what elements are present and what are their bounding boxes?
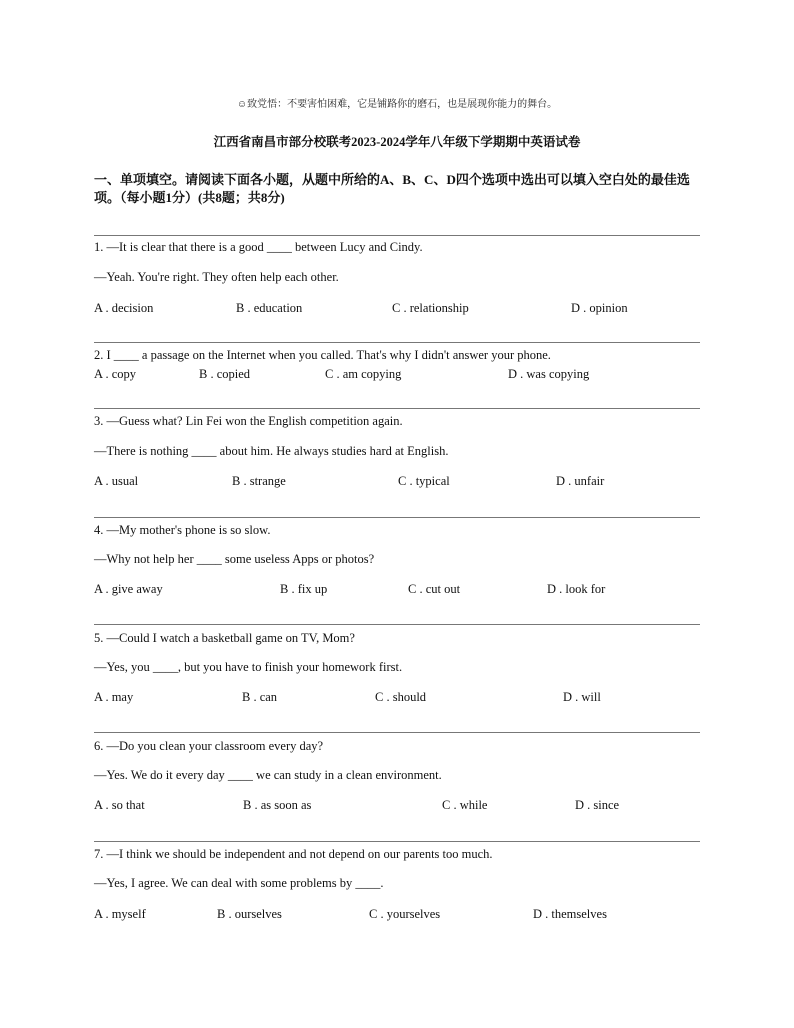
question-7-reply: —Yes, I agree. We can deal with some problems by ____. xyxy=(94,876,384,890)
question-5-option-b[interactable]: B . can xyxy=(242,690,278,704)
question-1-option-a[interactable]: A . decision xyxy=(94,301,154,315)
question-1-reply: —Yeah. You're right. They often help each other. xyxy=(94,270,339,284)
motto-text: ☺致党悟：不要害怕困难，它是铺路你的磨石，也是展现你能力的舞台。 xyxy=(236,99,558,110)
question-6-reply: —Yes. We do it every day ____ we can study in a clean environment. xyxy=(94,768,442,782)
question-5-option-a[interactable]: A . may xyxy=(94,690,134,704)
question-1-stem: 1. —It is clear that there is a good ____ between Lucy and Cindy. xyxy=(94,240,423,254)
question-2-option-a[interactable]: A . copy xyxy=(94,367,137,381)
question-3-option-b[interactable]: B . strange xyxy=(232,474,286,488)
question-6-option-d[interactable]: D . since xyxy=(575,798,620,812)
question-divider xyxy=(94,235,700,236)
question-divider xyxy=(94,732,700,733)
question-6-option-c[interactable]: C . while xyxy=(442,798,488,812)
question-6-option-a[interactable]: A . so that xyxy=(94,798,145,812)
question-4-option-d[interactable]: D . look for xyxy=(547,582,606,596)
section-heading: 一、单项填空。请阅读下面各小题，从题中所给的A、B、C、D四个选项中选出可以填入空白处的最佳选项。（每小题1分）(共8题；共8分) xyxy=(94,172,690,205)
question-3-option-c[interactable]: C . typical xyxy=(398,474,450,488)
question-divider xyxy=(94,841,700,842)
question-4-option-a[interactable]: A . give away xyxy=(94,582,163,596)
question-2-stem: 2. I ____ a passage on the Internet when you called. That's why I didn't answer your phone. xyxy=(94,348,551,362)
question-1-option-c[interactable]: C . relationship xyxy=(392,301,469,315)
question-5-option-d[interactable]: D . will xyxy=(563,690,601,704)
question-3-option-a[interactable]: A . usual xyxy=(94,474,139,488)
question-5-reply: —Yes, you ____, but you have to finish your homework first. xyxy=(94,660,403,674)
question-divider xyxy=(94,408,700,409)
question-5-option-c[interactable]: C . should xyxy=(375,690,427,704)
question-4-reply: —Why not help her ____ some useless Apps or photos? xyxy=(94,552,375,566)
question-7-option-a[interactable]: A . myself xyxy=(94,907,146,921)
exam-title: 江西省南昌市部分校联考2023-2024学年八年级下学期期中英语试卷 xyxy=(213,135,581,149)
question-2-option-b[interactable]: B . copied xyxy=(199,367,251,381)
question-6-stem: 6. —Do you clean your classroom every day? xyxy=(94,739,324,753)
question-4-option-b[interactable]: B . fix up xyxy=(280,582,328,596)
question-divider xyxy=(94,517,700,518)
question-7-option-b[interactable]: B . ourselves xyxy=(217,907,282,921)
question-divider xyxy=(94,342,700,343)
question-divider xyxy=(94,624,700,625)
question-1-option-b[interactable]: B . education xyxy=(236,301,303,315)
question-2-option-d[interactable]: D . was copying xyxy=(508,367,590,381)
question-4-option-c[interactable]: C . cut out xyxy=(408,582,461,596)
question-3-reply: —There is nothing ____ about him. He always studies hard at English. xyxy=(94,444,449,458)
question-3-stem: 3. —Guess what? Lin Fei won the English competition again. xyxy=(94,414,403,428)
question-6-option-b[interactable]: B . as soon as xyxy=(243,798,312,812)
question-7-stem: 7. —I think we should be independent and not depend on our parents too much. xyxy=(94,847,493,861)
question-7-option-c[interactable]: C . yourselves xyxy=(369,907,441,921)
question-1-option-d[interactable]: D . opinion xyxy=(571,301,628,315)
question-3-option-d[interactable]: D . unfair xyxy=(556,474,605,488)
question-2-option-c[interactable]: C . am copying xyxy=(325,367,402,381)
question-4-stem: 4. —My mother's phone is so slow. xyxy=(94,523,271,537)
question-5-stem: 5. —Could I watch a basketball game on TV, Mom? xyxy=(94,631,355,645)
question-7-option-d[interactable]: D . themselves xyxy=(533,907,607,921)
